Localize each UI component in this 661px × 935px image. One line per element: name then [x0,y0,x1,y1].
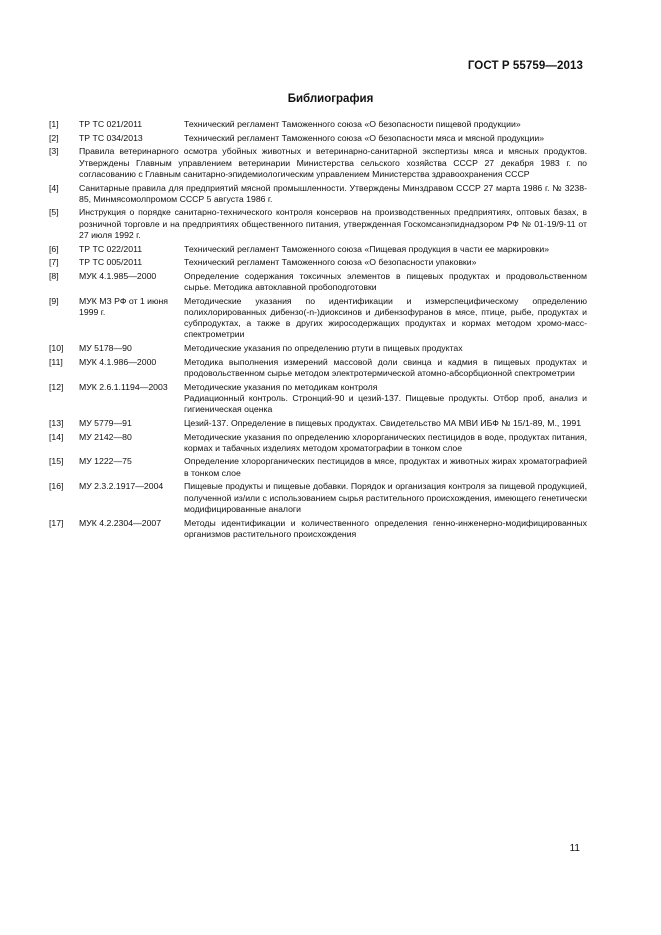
entry-text: Пищевые продукты и пищевые добавки. Порядок и организация контроля за пищевой продукцией, полученной из/или с использованием сырья растительного происхождения, имеющего генетически модифицированные аналоги [184,481,587,514]
entry-text: Технический регламент Таможенного союза «О безопасности упаковки» [184,257,477,268]
entry-text: Методические указания по определению хлорорганических пестицидов в воде, продуктах питания, кормах и табачных изделиях методом хроматографии в тонком слое [184,431,587,453]
entry-code: МУ 5779—91 [79,417,132,428]
entry-text: Методика выполнения измерений массовой доли свинца и кадмия в пищевых продуктах и продовольственном сырье методом электротермической атомно-абсорбционной спектрометрии [184,356,587,379]
bibliography-list [49,119,587,542]
entry-code: МУК 2.6.1.1194—2003 [79,381,168,392]
entry-code: МУК 4.1.986—2000 [79,356,157,367]
entry-number: [3] [49,146,59,157]
entry-text-line: Радиационный контроль. Стронций-90 и цезий-137. Пищевые продукты. Отбор проб, анализ и гигиеническая оценка [184,392,587,415]
entry-text-line: Методические указания по методикам контроля [184,381,378,392]
entry-text: Методические указания по идентификации и измерспецифическому определению полихлорированных дибензо(-n-)диоксинов и дибензофуранов в мясе, птице, рыбе, продуктах и субпродуктах, а также в других жиросодержащих продуктах и кормах методом хромо-масс-спектрометрии [184,295,587,340]
entry-code: МУ 1222—75 [79,456,132,467]
entry-number: [4] [49,182,59,193]
entry-text: Технический регламент Таможенного союза «О безопасности мяса и мясной продукции» [184,132,545,143]
entry-number: [16] [49,481,64,492]
entry-number: [1] [49,119,59,129]
entry-text [184,382,587,416]
entry-text: Методические указания по определению ртути в пищевых продуктах [184,343,463,354]
entry-code: ТР ТС 034/2013 [79,132,143,143]
bibliography-entry [49,133,587,144]
bibliography-entry [49,343,587,354]
entry-text: Определение содержания токсичных элементов в пищевых продуктах и продовольственном сырье. Методика автоклавной пробоподготовки [184,270,587,293]
bibliography-entry [49,146,587,180]
entry-code: МУ 2.3.2.1917—2004 [79,481,164,492]
entry-number: [5] [49,207,59,218]
entry-text: Методы идентификации и количественного определения генно-инженерно-модифицированных организмов растительного происхождения [184,517,587,539]
bibliography-entry [49,518,587,540]
bibliography-entry [49,271,587,293]
entry-text: Санитарные правила для предприятий мясной промышленности. Утверждены Минздравом СССР 27 марта 1986 г. № 3238-85, Минмясомолпромом СССР 5 августа 1986 г. [79,182,587,204]
entry-code: МУК 4.2.2304—2007 [79,517,162,528]
bibliography-entry [49,257,587,268]
entry-text: Инструкция о порядке санитарно-технического контроля консервов на производственных предприятиях, оптовых базах, в розничной торговле и на предприятиях общественного питания, утвержденная Госкомсанэпиднадзором РФ № 01-19/9-11 от 27 июля 1992 г. [79,207,587,240]
entry-code: ТР ТС 022/2011 [79,243,143,254]
entry-text: Технический регламент Таможенного союза «О безопасности пищевой продукции» [184,119,521,129]
entry-code: ТР ТС 021/2011 [79,119,143,129]
entry-code: МУ 5178—90 [79,343,132,354]
bibliography-entry [49,418,587,429]
entry-number: [10] [49,343,64,354]
bibliography-entry [49,207,587,241]
entry-number: [2] [49,132,59,143]
entry-text: Определение хлорорганических пестицидов в мясе, продуктах и животных жирах хроматографией в тонком слое [184,456,587,478]
entry-number: [12] [49,381,64,392]
entry-number: [15] [49,456,64,467]
entry-text: Технический регламент Таможенного союза «Пищевая продукция в части ее маркировки» [184,243,550,254]
entry-code: МУ 2142—80 [79,431,132,442]
bibliography-entry [49,382,587,416]
bibliography-entry [49,357,587,379]
bibliography-entry [49,119,587,130]
entry-text: Цезий-137. Определение в пищевых продуктах. Свидетельство МА МВИ ИБФ № 15/1-89, М., 1991 [184,417,582,428]
entry-number: [14] [49,431,64,442]
entry-number: [8] [49,270,59,281]
entry-text: Правила ветеринарного осмотра убойных животных и ветеринарно-санитарной экспертизы мяса и мясных продуктов. Утверждены Главным управлением ветеринарии Министерства сельского хозяйства СССР 27 декабря 1983 г. по согласованию с Главным санитарно-эпидемиологическим управлением Министерства здравоохранения СССР [79,146,587,179]
page-title: Библиография [287,93,374,105]
bibliography-entry [49,296,587,341]
entry-number: [6] [49,243,59,254]
bibliography-entry [49,456,587,478]
entry-code: МУК МЗ РФ от 1 июня 1999 г. [79,295,168,318]
entry-number: [11] [49,356,63,367]
entry-code: МУК 4.1.985—2000 [79,270,157,281]
entry-number: [7] [49,257,59,268]
bibliography-entry [49,244,587,255]
page-number: 11 [569,843,580,854]
entry-code: ТР ТС 005/2011 [79,257,143,268]
bibliography-entry [49,183,587,205]
entry-number: [13] [49,417,64,428]
bibliography-entry [49,481,587,515]
bibliography-entry [49,432,587,454]
entry-number: [9] [49,295,59,306]
entry-number: [17] [49,517,64,528]
standard-designation: ГОСТ Р 55759—2013 [467,60,583,72]
